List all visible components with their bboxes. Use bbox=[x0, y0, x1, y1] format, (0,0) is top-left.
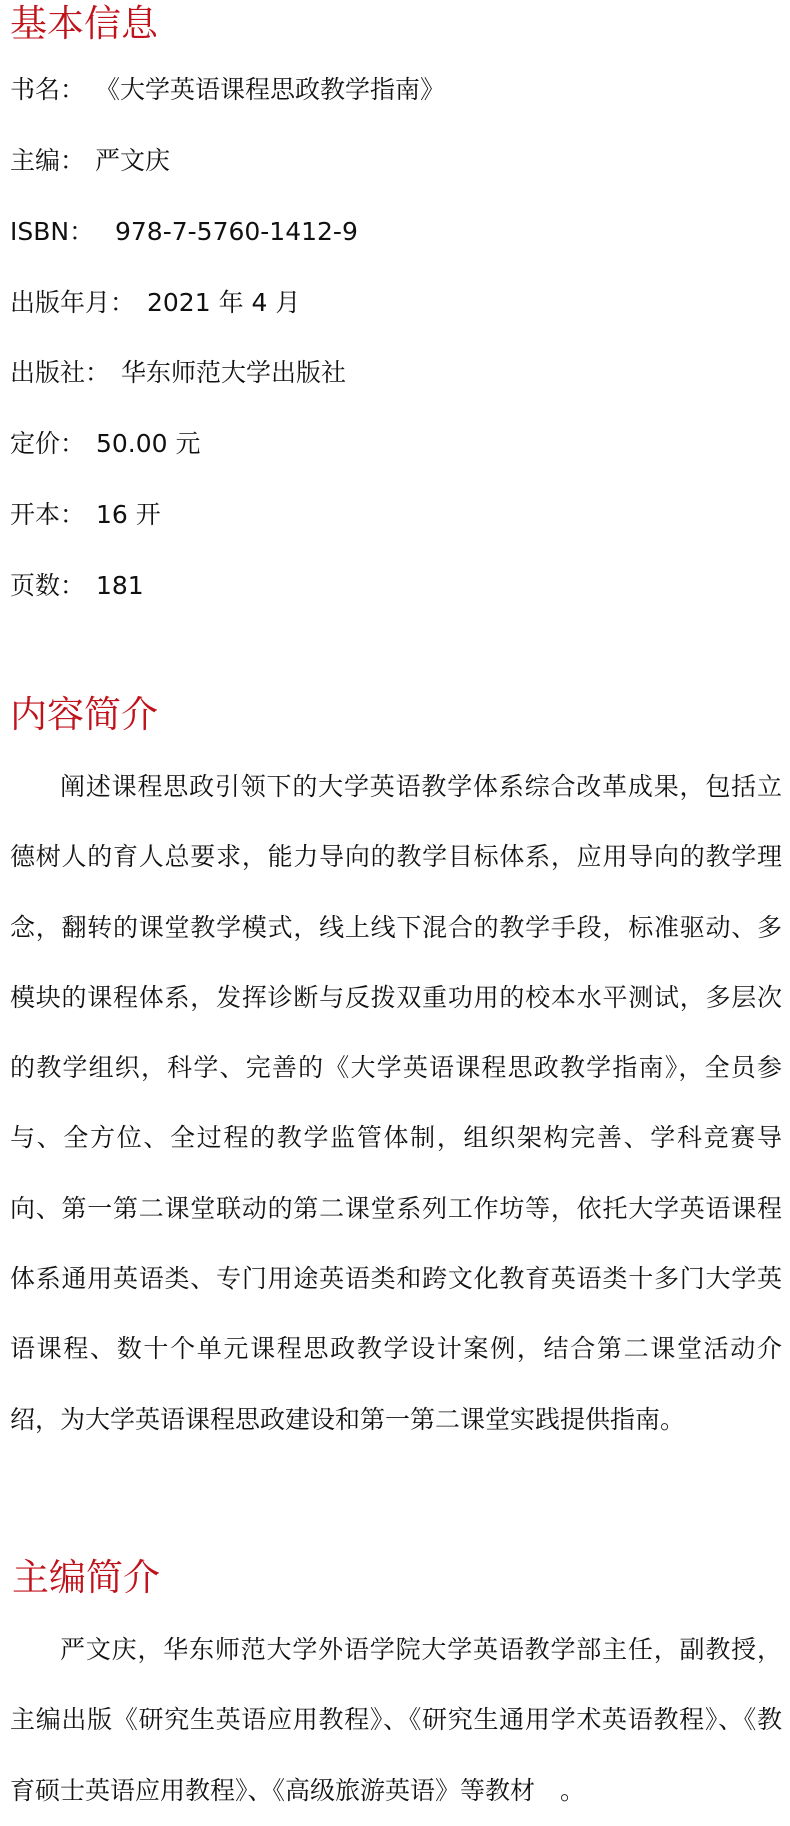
info-label: ISBN： bbox=[10, 217, 95, 246]
info-row-editor bbox=[10, 143, 170, 179]
info-label: 主编： bbox=[10, 146, 86, 175]
info-label: 书名： bbox=[10, 75, 86, 104]
info-row-publish-date bbox=[10, 285, 300, 321]
info-row-pages bbox=[10, 568, 144, 604]
info-value: 严文庆 bbox=[95, 146, 171, 175]
info-value: 《大学英语课程思政教学指南》 bbox=[95, 75, 446, 104]
info-row-format bbox=[10, 497, 161, 533]
info-label: 页数： bbox=[10, 571, 86, 600]
info-value: 华东师范大学出版社 bbox=[121, 358, 347, 387]
summary-paragraph: 阐述课程思政引领下的大学英语教学体系综合改革成果，包括立德树人的育人总要求，能力导向的教学目标体系，应用导向的教学理念，翻转的课堂教学模式，线上线下混合的教学手段，标准驱动、多模块的课程体系，发挥诊断与反拨双重功用的校本水平测试，多层次的教学组织，科学、完善的《大学英语课程思政教学指南》，全员参与、全方位、全过程的教学监管体制，组织架构完善、学科竞赛导向、第一第二课堂联动的第二课堂系列工作坊等，依托大学英语课程体系通用英语类、专门用途英语类和跨文化教育英语类十多门大学英语课程、数十个单元课程思政教学设计案例，结合第二课堂活动介绍，为大学英语课程思政建设和第一第二课堂实践提供指南。 bbox=[10, 772, 782, 1434]
info-row-publisher bbox=[10, 355, 346, 391]
info-label: 出版年月： bbox=[10, 288, 136, 317]
info-value: 2021 年 4 月 bbox=[147, 288, 301, 317]
info-label: 定价： bbox=[10, 429, 86, 458]
editor-bio-paragraph: 严文庆，华东师范大学外语学院大学英语教学部主任，副教授，主编出版《研究生英语应用教程》、《研究生通用学术英语教程》、《教育硕士英语应用教程》、《高级旅游英语》等教材 。 bbox=[10, 1635, 782, 1805]
summary-heading: 内容简介 bbox=[10, 693, 158, 736]
info-value: 181 bbox=[96, 571, 144, 600]
info-row-price bbox=[10, 426, 201, 462]
editor-bio-heading: 主编简介 bbox=[12, 1556, 160, 1599]
info-label: 出版社： bbox=[10, 358, 111, 387]
basic-info-heading: 基本信息 bbox=[10, 2, 158, 45]
info-value: 16 开 bbox=[96, 500, 161, 529]
info-row-book-title bbox=[10, 72, 445, 108]
info-value: 978-7-5760-1412-9 bbox=[115, 217, 358, 246]
info-label: 开本： bbox=[10, 500, 86, 529]
info-value: 50.00 元 bbox=[96, 429, 201, 458]
info-row-isbn bbox=[10, 214, 358, 250]
